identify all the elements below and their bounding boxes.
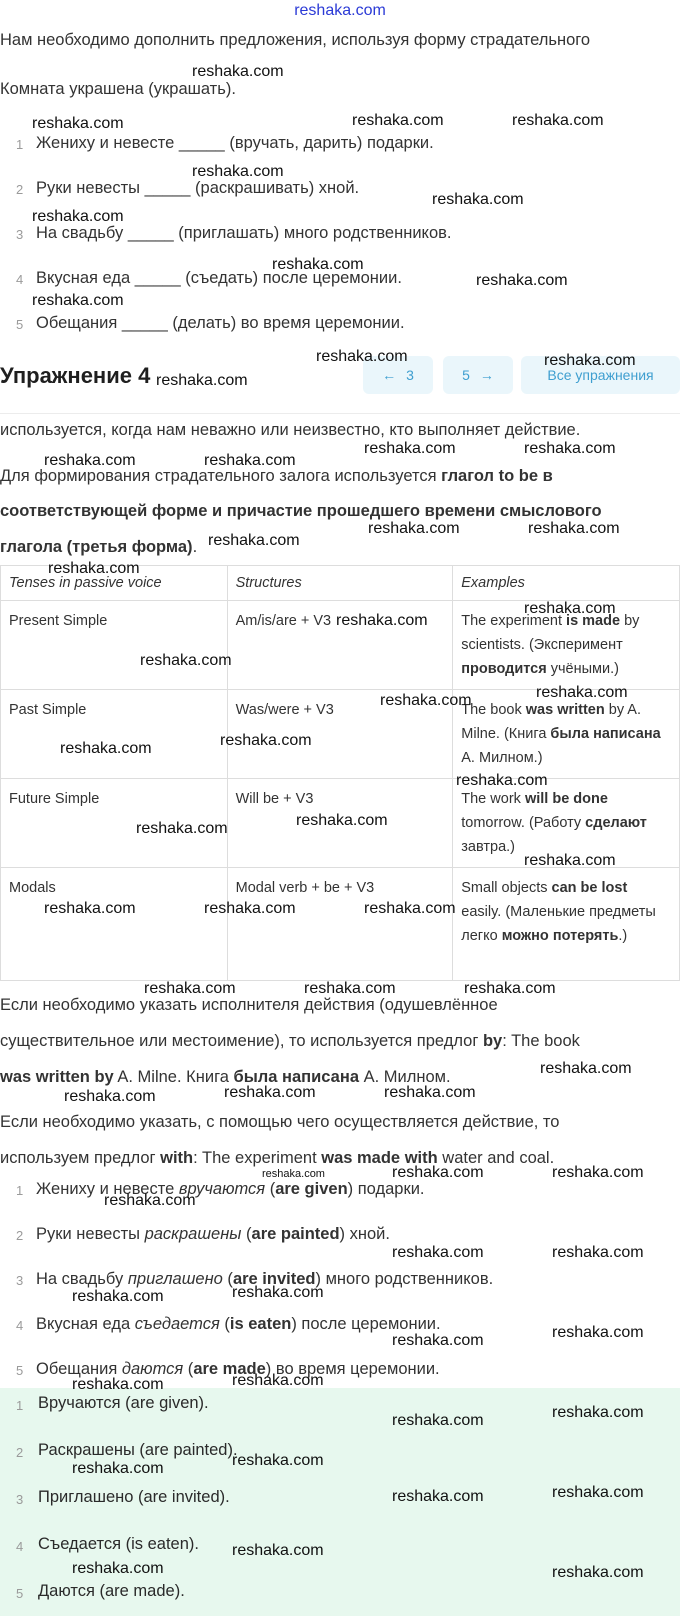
watermark: reshaka.com: [72, 1376, 164, 1393]
example-text: easily. (Маленькие предметы легко: [461, 904, 656, 944]
theory-line-1: используется, когда нам неважно или неизвестно, кто выполняет действие.: [0, 421, 581, 439]
theory-bold: соответствующей форме и причастие прошедшего времени смыслового: [0, 502, 602, 520]
solved-italic: вручаются: [178, 1180, 266, 1198]
watermark: reshaka.com: [262, 1168, 325, 1180]
example-sentence: Комната украшена (украшать).: [0, 80, 236, 98]
item-text: Обещания _____ (делать) во время церемонии.: [36, 314, 405, 332]
note-text: water and coal.: [437, 1149, 555, 1167]
next-exercise-button[interactable]: [443, 356, 513, 394]
watermark: reshaka.com: [72, 1288, 164, 1305]
watermark: reshaka.com: [272, 256, 364, 273]
watermark: reshaka.com: [552, 1404, 644, 1421]
solved-italic: съедается: [134, 1315, 220, 1333]
watermark: reshaka.com: [456, 772, 548, 789]
example-bold: will be done: [524, 791, 608, 807]
watermark: reshaka.com: [392, 1412, 484, 1429]
watermark: reshaka.com: [156, 372, 248, 389]
theory-bold: глагол to be в: [441, 467, 553, 485]
solved-italic: даются: [121, 1360, 184, 1378]
table-header-row: [1, 566, 680, 601]
site-link[interactable]: reshaka.com: [294, 2, 386, 19]
example-text: The work: [461, 791, 525, 807]
answer-text: Вручаются (are given).: [38, 1394, 209, 1412]
watermark: reshaka.com: [220, 732, 312, 749]
watermark: reshaka.com: [60, 740, 152, 757]
theory-line-4: [0, 538, 197, 557]
item-number: 1: [16, 137, 24, 152]
answer-text: Даются (are made).: [38, 1582, 185, 1600]
watermark: reshaka.com: [476, 272, 568, 289]
structure-cell: Am/is/are + V3: [227, 601, 453, 690]
item-text: Руки невесты _____ (раскрашивать) хной.: [36, 179, 360, 197]
answer-text: Приглашено (are invited).: [38, 1488, 230, 1506]
example-text: А. Милном.): [461, 750, 543, 766]
watermark: reshaka.com: [136, 820, 228, 837]
watermark: reshaka.com: [304, 980, 396, 997]
watermark: reshaka.com: [544, 352, 636, 369]
example-bold: можно потерять: [501, 928, 619, 944]
structure-cell: Modal verb + be + V3: [227, 868, 453, 981]
item-number: 5: [16, 1363, 24, 1378]
watermark: reshaka.com: [536, 684, 628, 701]
example-text: .): [618, 928, 628, 944]
watermark: reshaka.com: [296, 812, 388, 829]
theory-line-3: [0, 502, 602, 521]
watermark: reshaka.com: [192, 63, 284, 80]
watermark: reshaka.com: [392, 1164, 484, 1181]
watermark: reshaka.com: [392, 1244, 484, 1261]
watermark: reshaka.com: [552, 1244, 644, 1261]
watermark: reshaka.com: [72, 1560, 164, 1577]
example-bold: is made: [566, 613, 621, 629]
item-number: 4: [16, 1318, 24, 1333]
solved-bold: are given: [275, 1180, 348, 1198]
table-row: [1, 868, 680, 981]
example-cell: [453, 779, 680, 868]
example-cell: [453, 868, 680, 981]
watermark: reshaka.com: [528, 520, 620, 537]
passive-voice-table: [0, 565, 680, 981]
solved-post: ) много родственников.: [315, 1270, 494, 1288]
watermark: reshaka.com: [48, 560, 140, 577]
example-text: учёными.): [546, 661, 619, 677]
example-bold: сделают: [585, 815, 647, 831]
example-text: by scientists. (Эксперимент: [461, 613, 640, 653]
note-bold: была написана: [233, 1068, 359, 1086]
watermark: reshaka.com: [204, 452, 296, 469]
item-text: Вкусная еда _____ (съедать) после церемонии.: [36, 269, 402, 287]
item-text: [36, 1225, 390, 1244]
watermark: reshaka.com: [392, 1332, 484, 1349]
all-exercises-label: Все упражнения: [547, 367, 654, 383]
next-exercise-label: 5: [462, 367, 470, 383]
solved-post: ) подарки.: [347, 1180, 425, 1198]
example-bold: была написана: [550, 726, 661, 742]
watermark: reshaka.com: [336, 612, 428, 629]
note-text: А. Милном.: [359, 1068, 451, 1086]
item-number: 4: [16, 272, 24, 287]
answer-text: Раскрашены (are painted).: [38, 1441, 238, 1459]
watermark: reshaka.com: [32, 208, 124, 225]
answers-block: [0, 1388, 680, 1616]
theory-bold: глагола (третья форма): [0, 538, 193, 556]
item-number: 1: [16, 1183, 24, 1198]
item-text: На свадьбу _____ (приглашать) много родственников.: [36, 224, 452, 242]
watermark: reshaka.com: [232, 1284, 324, 1301]
prev-exercise-button[interactable]: [363, 356, 433, 394]
solved-italic: приглашено: [127, 1270, 223, 1288]
table-row: [1, 779, 680, 868]
watermark: reshaka.com: [44, 452, 136, 469]
note-text: существительное или местоимение), то используется предлог: [0, 1032, 483, 1050]
watermark: reshaka.com: [524, 440, 616, 457]
example-bold: was written: [525, 702, 605, 718]
watermark: reshaka.com: [464, 980, 556, 997]
by-note-line-3: [0, 1068, 451, 1087]
solved-open: (: [222, 1270, 233, 1288]
solved-open: (: [183, 1360, 194, 1378]
solved-bold: are made: [193, 1360, 266, 1378]
with-note-line-1: Если необходимо указать, с помощью чего осуществляется действие, то: [0, 1113, 560, 1131]
note-text: : The book: [502, 1032, 580, 1050]
example-text: завтра.): [461, 839, 515, 855]
solved-italic: раскрашены: [144, 1225, 242, 1243]
tense-cell: Modals: [1, 868, 228, 981]
solved-open: (: [265, 1180, 276, 1198]
item-number: 2: [16, 1228, 24, 1243]
note-text: используем предлог: [0, 1149, 161, 1167]
solved-bold: are painted: [251, 1225, 340, 1243]
watermark: reshaka.com: [432, 191, 524, 208]
watermark: reshaka.com: [552, 1564, 644, 1581]
example-bold: проводится: [461, 661, 547, 677]
answer-number: 5: [16, 1586, 24, 1601]
watermark: reshaka.com: [224, 1084, 316, 1101]
item-text: [36, 1315, 441, 1334]
answer-number: 4: [16, 1539, 24, 1554]
note-text: : The experiment: [193, 1149, 322, 1167]
note-bold: by: [482, 1032, 503, 1050]
note-bold: with: [160, 1149, 194, 1167]
watermark: reshaka.com: [208, 532, 300, 549]
watermark: reshaka.com: [524, 600, 616, 617]
watermark: reshaka.com: [552, 1164, 644, 1181]
watermark: reshaka.com: [364, 440, 456, 457]
watermark: reshaka.com: [192, 163, 284, 180]
watermark: reshaka.com: [140, 652, 232, 669]
example-cell: [453, 690, 680, 779]
watermark: reshaka.com: [512, 112, 604, 129]
tense-cell: Future Simple: [1, 779, 228, 868]
note-text: A. Milne. Книга: [113, 1068, 234, 1086]
exercise-title: Упражнение 4: [0, 363, 151, 388]
example-text: The experiment: [461, 613, 567, 629]
solved-pre: Жениху и невесте: [36, 1180, 179, 1198]
example-text: Small objects: [461, 880, 552, 896]
intro-text: Нам необходимо дополнить предложения, используя форму страдательного: [0, 31, 591, 49]
watermark: reshaka.com: [232, 1452, 324, 1469]
header-examples: Examples: [453, 566, 680, 601]
item-text: [36, 1180, 425, 1199]
answer-number: 2: [16, 1445, 24, 1460]
theory-text: Для формирования страдательного залога используется: [0, 467, 442, 485]
tense-cell: Past Simple: [1, 690, 228, 779]
theory-line-2: [0, 467, 553, 486]
solved-pre: Вкусная еда: [36, 1315, 135, 1333]
theory-text: .: [192, 538, 198, 556]
watermark: reshaka.com: [540, 1060, 632, 1077]
solved-pre: На свадьбу: [36, 1270, 128, 1288]
item-number: 2: [16, 182, 24, 197]
watermark: reshaka.com: [32, 292, 124, 309]
arrow-left-icon: ←: [382, 367, 397, 383]
watermark: reshaka.com: [524, 852, 616, 869]
header-tenses: Tenses in passive voice: [1, 566, 228, 601]
divider: [0, 413, 680, 414]
prev-exercise-label: 3: [406, 367, 414, 383]
with-note-line-2: [0, 1149, 554, 1168]
note-bold: was made with: [321, 1149, 438, 1167]
item-number: 3: [16, 1273, 24, 1288]
tense-cell: Present Simple: [1, 601, 228, 690]
solved-bold: are invited: [232, 1270, 316, 1288]
solved-post: ) хной.: [339, 1225, 390, 1243]
structure-cell: Was/were + V3: [227, 690, 453, 779]
table-row: [1, 690, 680, 779]
example-cell: [453, 601, 680, 690]
example-text: The book: [461, 702, 526, 718]
answer-number: 1: [16, 1398, 24, 1413]
solved-pre: Обещания: [36, 1360, 122, 1378]
solved-pre: Руки невесты: [36, 1225, 145, 1243]
watermark: reshaka.com: [144, 980, 236, 997]
watermark: reshaka.com: [104, 1192, 196, 1209]
item-number: 3: [16, 227, 24, 242]
watermark: reshaka.com: [204, 900, 296, 917]
watermark: reshaka.com: [72, 1460, 164, 1477]
watermark: reshaka.com: [232, 1542, 324, 1559]
structure-cell: Will be + V3: [227, 779, 453, 868]
solved-open: (: [241, 1225, 252, 1243]
solved-open: (: [219, 1315, 230, 1333]
answer-number: 3: [16, 1492, 24, 1507]
item-text: [36, 1270, 493, 1289]
solved-post: ) после церемонии.: [291, 1315, 441, 1333]
by-note-line-1: Если необходимо указать исполнителя действия (одушевлённое: [0, 996, 498, 1014]
item-text: Жениху и невесте _____ (вручать, дарить) подарки.: [36, 134, 434, 152]
example-bold: can be lost: [551, 880, 628, 896]
watermark: reshaka.com: [232, 1372, 324, 1389]
watermark: reshaka.com: [316, 348, 408, 365]
watermark: reshaka.com: [44, 900, 136, 917]
header-structures: Structures: [227, 566, 453, 601]
watermark: reshaka.com: [352, 112, 444, 129]
solved-post: ) во время церемонии.: [265, 1360, 440, 1378]
note-bold: was written by: [0, 1068, 114, 1086]
example-text: tomorrow. (Работу: [461, 815, 586, 831]
watermark: reshaka.com: [364, 900, 456, 917]
watermark: reshaka.com: [32, 115, 124, 132]
watermark: reshaka.com: [384, 1084, 476, 1101]
all-exercises-button[interactable]: [521, 356, 680, 394]
item-text: [36, 1360, 440, 1379]
solved-bold: is eaten: [229, 1315, 292, 1333]
watermark: reshaka.com: [64, 1088, 156, 1105]
watermark: reshaka.com: [552, 1484, 644, 1501]
table-row: [1, 601, 680, 690]
watermark: reshaka.com: [380, 692, 472, 709]
arrow-right-icon: →: [479, 367, 494, 383]
watermark: reshaka.com: [368, 520, 460, 537]
example-text: by A. Milne. (Книга: [461, 702, 642, 742]
watermark: reshaka.com: [552, 1324, 644, 1341]
by-note-line-2: [0, 1032, 580, 1051]
watermark: reshaka.com: [392, 1488, 484, 1505]
answer-text: Съедается (is eaten).: [38, 1535, 199, 1553]
item-number: 5: [16, 317, 24, 332]
